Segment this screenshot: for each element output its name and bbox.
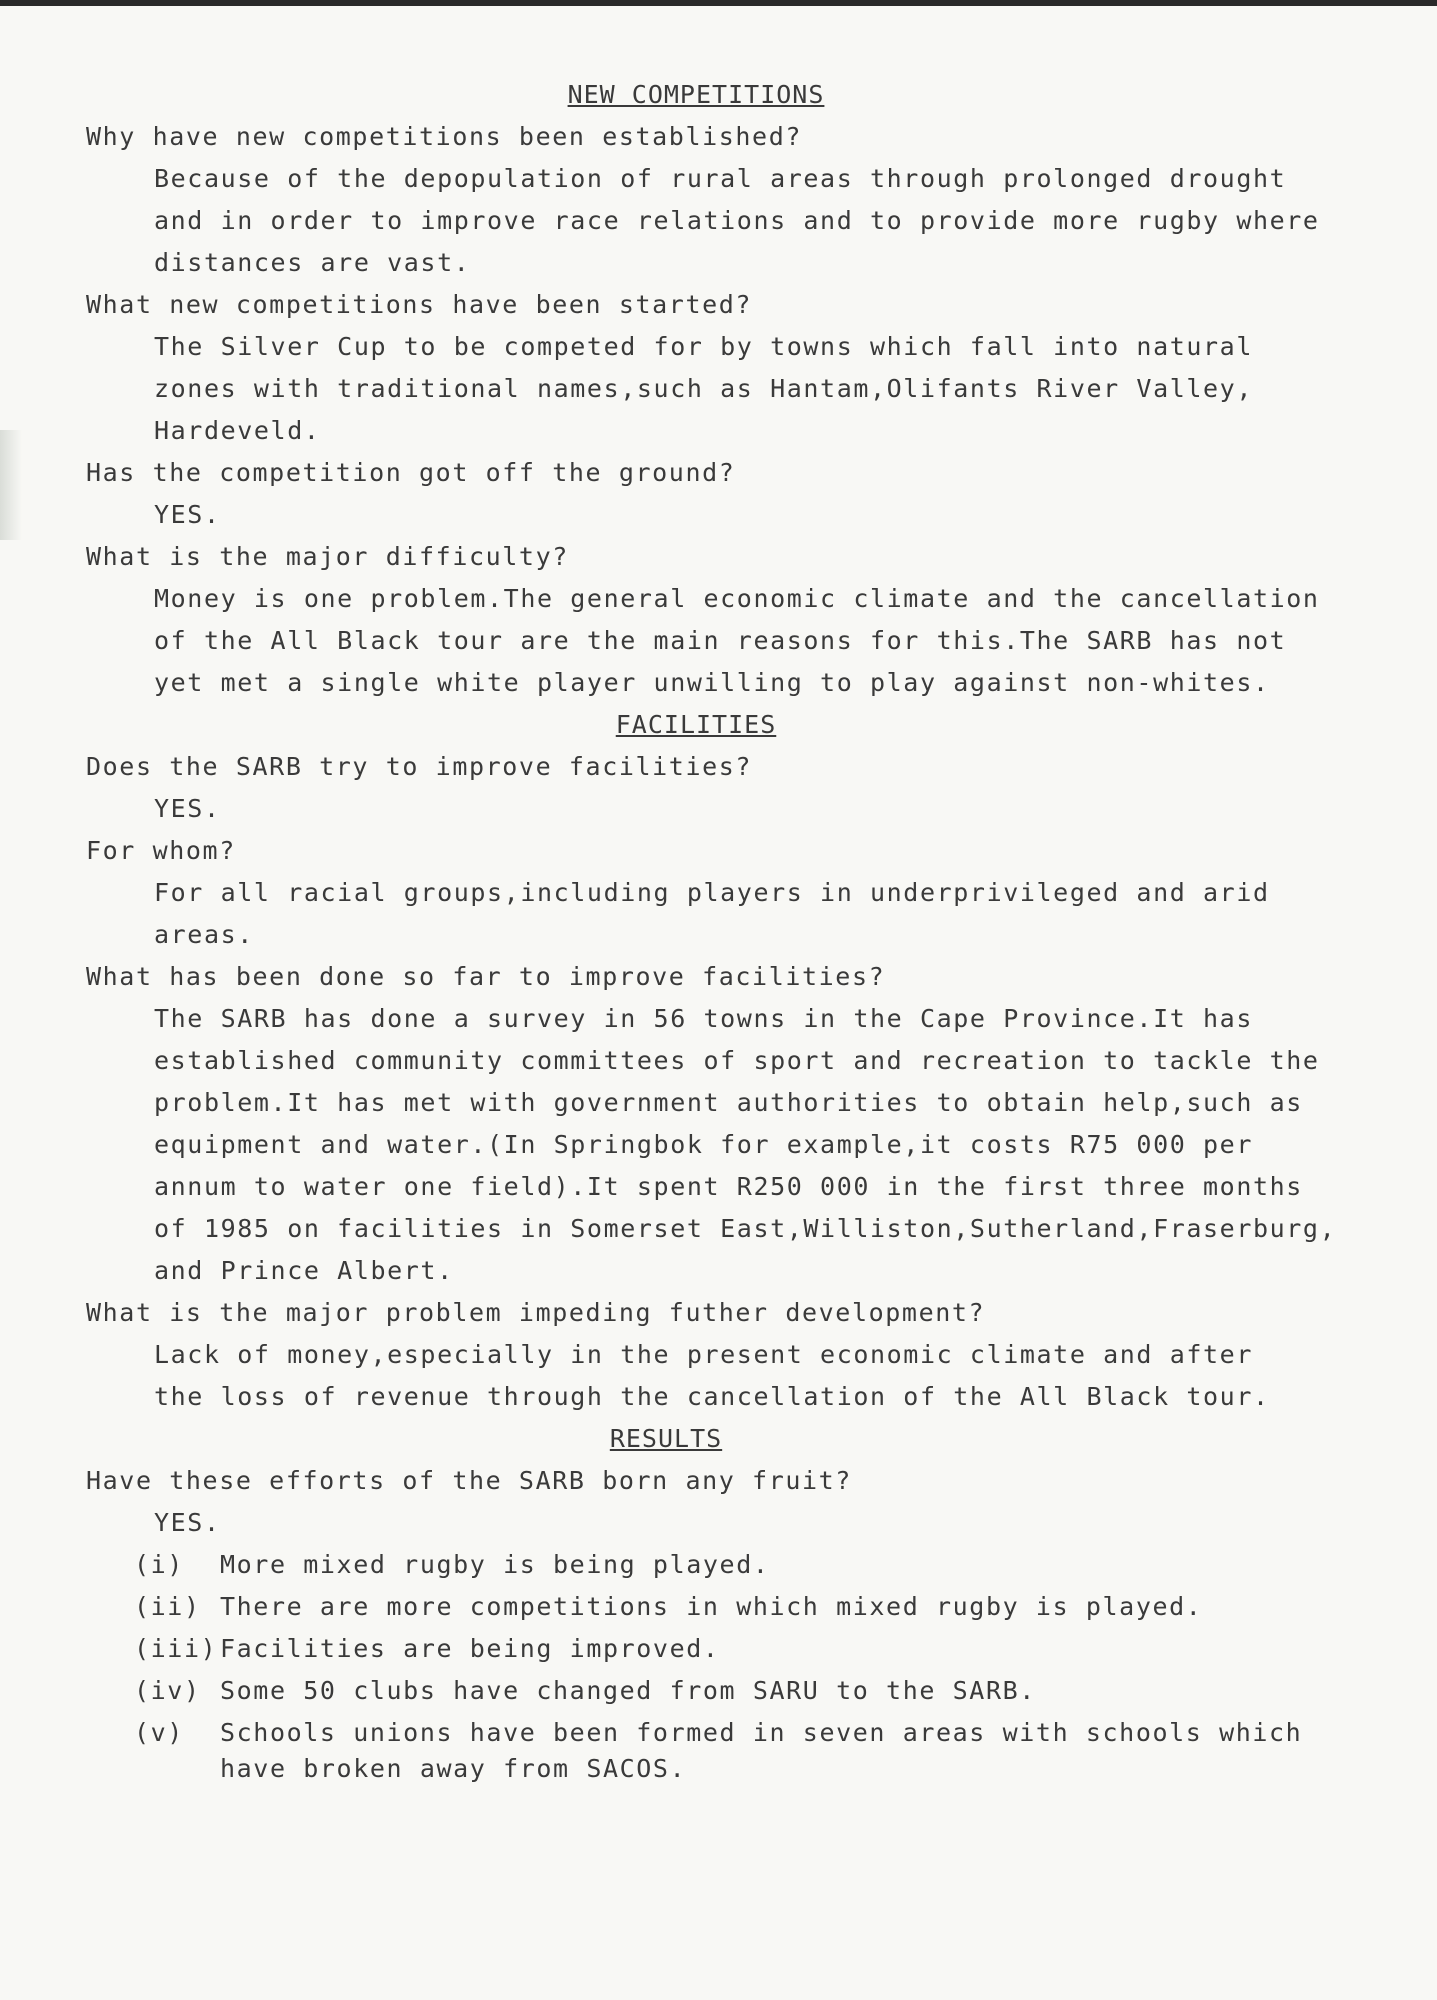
list-number: (i) xyxy=(134,1550,184,1579)
list-line: More mixed rugby is being played. xyxy=(220,1550,770,1579)
answer-line: the loss of revenue through the cancellation of the All Black tour. xyxy=(154,1382,1270,1411)
answer-line: equipment and water.(In Springbok for example,it costs R75 000 per xyxy=(154,1130,1253,1159)
list-text xyxy=(220,1628,720,1670)
answer-line: problem.It has met with government authorities to obtain help,such as xyxy=(154,1088,1303,1117)
answer-line: areas. xyxy=(154,920,254,949)
result-list-item xyxy=(134,1544,1386,1586)
question: Does the SARB try to improve facilities? xyxy=(86,752,753,781)
answer-line: of 1985 on facilities in Somerset East,Williston,Sutherland,Fraserburg, xyxy=(154,1214,1337,1243)
question: Why have new competitions been established? xyxy=(86,122,803,151)
question: What is the major difficulty? xyxy=(86,542,569,571)
question: For whom? xyxy=(86,836,236,865)
section-heading-new-competitions: NEW COMPETITIONS xyxy=(567,80,825,109)
answer xyxy=(154,872,1386,956)
list-text xyxy=(220,1586,1202,1628)
list-text xyxy=(220,1670,1036,1712)
answer-line: of the All Black tour are the main reasons for this.The SARB has not xyxy=(154,626,1287,655)
list-line: Facilities are being improved. xyxy=(220,1634,720,1663)
answer-line: Because of the depopulation of rural areas through prolonged drought xyxy=(154,164,1287,193)
answer-line: zones with traditional names,such as Hantam,Olifants River Valley, xyxy=(154,374,1253,403)
question: What new competitions have been started? xyxy=(86,290,753,319)
answer-line: and in order to improve race relations and to provide more rugby where xyxy=(154,206,1320,235)
list-number: (iv) xyxy=(134,1676,201,1705)
list-line: There are more competitions in which mixed rugby is played. xyxy=(220,1592,1203,1621)
section-heading-facilities: FACILITIES xyxy=(615,710,777,739)
question: Has the competition got off the ground? xyxy=(86,458,736,487)
list-text xyxy=(220,1712,1302,1792)
list-line: have broken away from SACOS. xyxy=(220,1754,687,1783)
answer-line: For all racial groups,including players in underprivileged and arid xyxy=(154,878,1270,907)
answer xyxy=(154,158,1386,284)
result-list-item xyxy=(134,1628,1386,1670)
answer-line: The SARB has done a survey in 56 towns in the Cape Province.It has xyxy=(154,1004,1253,1033)
answer xyxy=(154,788,1386,830)
answer-line: distances are vast. xyxy=(154,248,471,277)
answer-line: The Silver Cup to be competed for by towns which fall into natural xyxy=(154,332,1253,361)
document-body xyxy=(86,74,1386,1792)
answer-line: YES. xyxy=(154,794,221,823)
result-list-item xyxy=(134,1586,1386,1628)
answer xyxy=(154,1334,1386,1418)
answer xyxy=(154,494,1386,536)
answer-line: yet met a single white player unwilling to play against non-whites. xyxy=(154,668,1270,697)
list-number: (iii) xyxy=(134,1634,218,1663)
question: Have these efforts of the SARB born any fruit? xyxy=(86,1466,852,1495)
question: What has been done so far to improve facilities? xyxy=(86,962,886,991)
answer-line: Money is one problem.The general economic climate and the cancellation xyxy=(154,584,1320,613)
list-text xyxy=(220,1544,770,1586)
list-line: Schools unions have been formed in seven areas with schools which xyxy=(220,1718,1303,1747)
section-heading-results: RESULTS xyxy=(609,1424,723,1453)
list-line: Some 50 clubs have changed from SARU to the SARB. xyxy=(220,1676,1036,1705)
answer-line: established community committees of sport and recreation to tackle the xyxy=(154,1046,1320,1075)
answer-line: and Prince Albert. xyxy=(154,1256,454,1285)
answer xyxy=(154,326,1386,452)
answer-line: Lack of money,especially in the present economic climate and after xyxy=(154,1340,1253,1369)
answer xyxy=(154,998,1386,1292)
list-number: (v) xyxy=(134,1718,184,1747)
answer-line: YES. xyxy=(154,500,221,529)
result-list-item xyxy=(134,1712,1386,1792)
answer-line: YES. xyxy=(154,1508,221,1537)
answer-line: annum to water one field).It spent R250 000 in the first three months xyxy=(154,1172,1303,1201)
answer xyxy=(154,578,1386,704)
list-number: (ii) xyxy=(134,1592,201,1621)
result-list-item xyxy=(134,1670,1386,1712)
answer xyxy=(154,1502,1386,1544)
question: What is the major problem impeding futher development? xyxy=(86,1298,986,1327)
answer-line: Hardeveld. xyxy=(154,416,321,445)
